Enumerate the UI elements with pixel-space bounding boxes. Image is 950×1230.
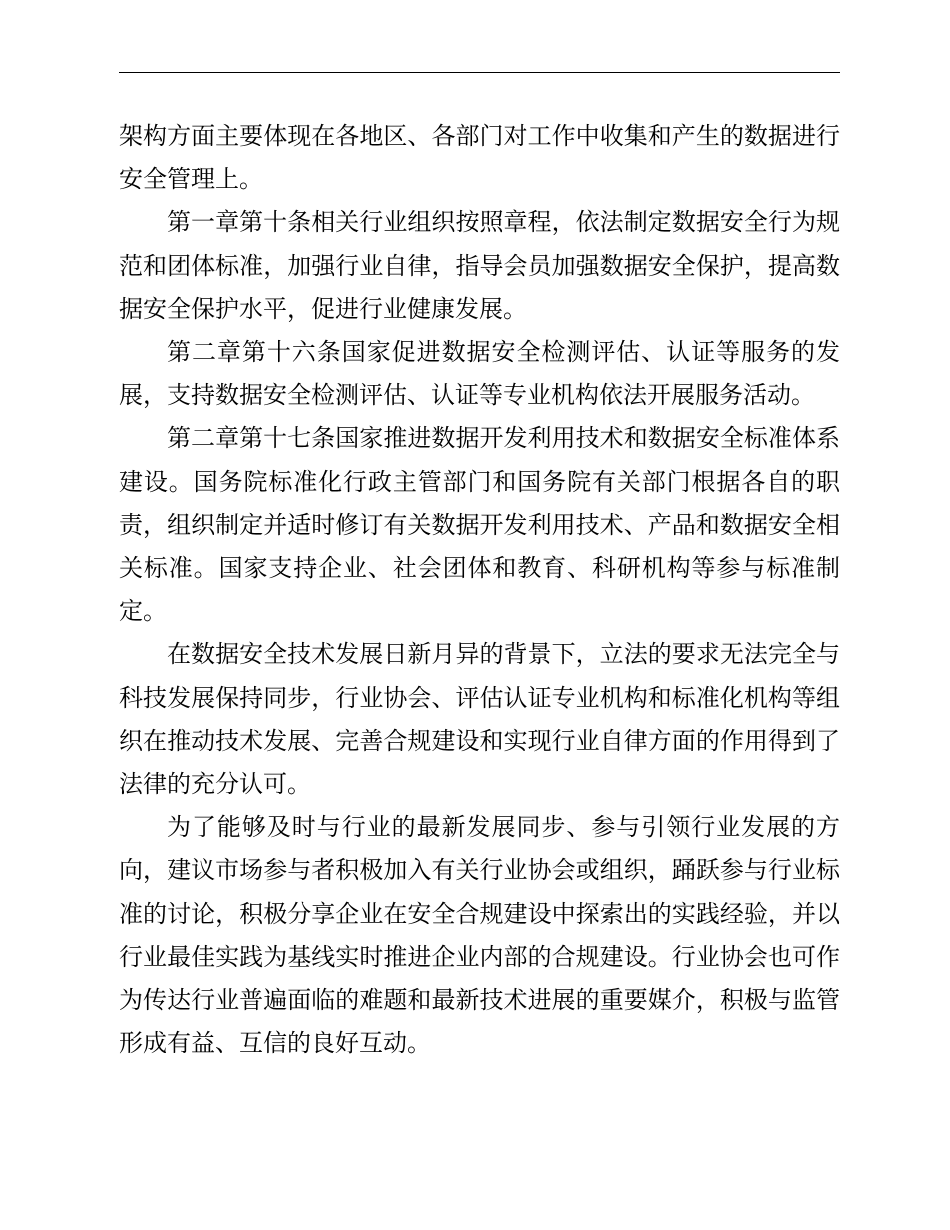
paragraph-6: 为了能够及时与行业的最新发展同步、参与引领行业发展的方向，建议市场参与者积极加入有关行业协会或组织，踊跃参与行业标准的讨论，积极分享企业在安全合规建设中探索出的实践经验，并以行业最佳实践为基线实时推进企业内部的合规建设。行业协会也可作为传达行业普遍面临的难题和最新技术进展的重要媒介，积极与监管形成有益、互信的良好互动。: [119, 813, 840, 1058]
paragraph-5: 在数据安全技术发展日新月异的背景下，立法的要求无法完全与科技发展保持同步，行业协会、评估认证专业机构和标准化机构等组织在推动技术发展、完善合规建设和实现行业自律方面的作用得到了法律的充分认可。: [119, 640, 840, 799]
header-rule: [119, 72, 840, 73]
paragraph-1: 架构方面主要体现在各地区、各部门对工作中收集和产生的数据进行安全管理上。: [119, 122, 840, 194]
paragraph-3: 第二章第十六条国家促进数据安全检测评估、认证等服务的发展，支持数据安全检测评估、认证等专业机构依法开展服务活动。: [119, 338, 840, 410]
paragraph-2: 第一章第十条相关行业组织按照章程，依法制定数据安全行为规范和团体标准，加强行业自律，指导会员加强数据安全保护，提高数据安全保护水平，促进行业健康发展。: [119, 208, 840, 323]
paragraph-4: 第二章第十七条国家推进数据开发利用技术和数据安全标准体系建设。国务院标准化行政主管部门和国务院有关部门根据各自的职责，组织制定并适时修订有关数据开发利用技术、产品和数据安全相关标准。国家支持企业、社会团体和教育、科研机构等参与标准制定。: [119, 424, 840, 626]
body-text: [119, 115, 840, 1065]
